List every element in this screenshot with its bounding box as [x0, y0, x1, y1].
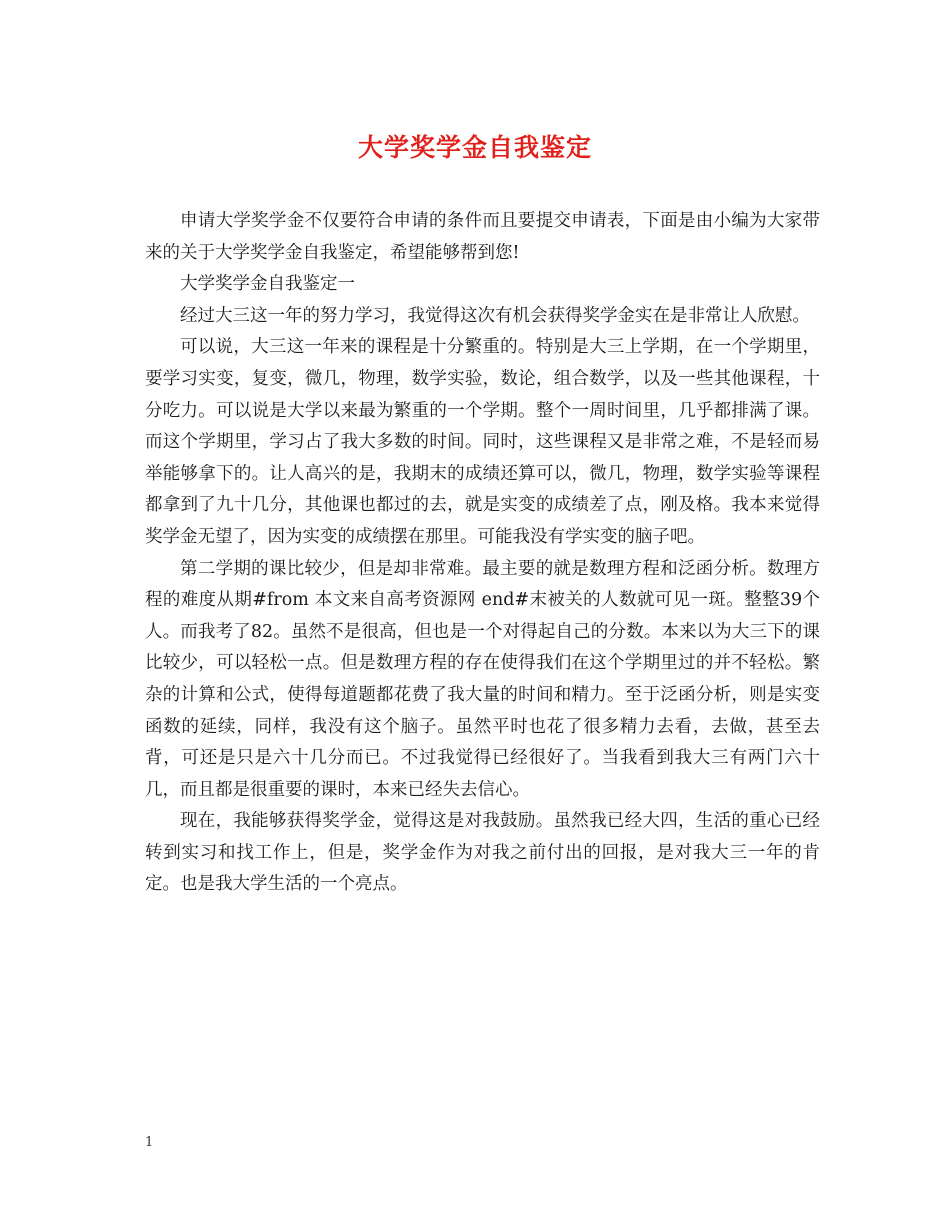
- body-paragraph-3: 第二学期的课比较少，但是却非常难。最主要的就是数理方程和泛函分析。数理方程的难度从期#from 本文来自高考资源网 end#末被关的人数就可见一斑。整整39个人。而我考了82。虽然不是很高，但也是一个对得起自己的分数。本来以为大三下的课比较少，可以轻松一点。但是数理方程的存在使得我们在这个学期里过的并不轻松。繁杂的计算和公式，使得每道题都花费了我大量的时间和精力。至于泛函分析，则是实变函数的延续，同样，我没有这个脑子。虽然平时也花了很多精力去看，去做，甚至去背，可还是只是六十几分而已。不过我觉得已经很好了。当我看到我大三有两门六十几，而且都是很重要的课时，本来已经失去信心。: [145, 558, 820, 800]
- body-paragraph-2: 可以说，大三这一年来的课程是十分繁重的。特别是大三上学期，在一个学期里，要学习实变，复变，微几，物理，数学实验，数论，组合数学，以及一些其他课程，十分吃力。可以说是大学以来最为繁重的一个学期。整个一周时间里，几乎都排满了课。而这个学期里，学习占了我大多数的时间。同时，这些课程又是非常之难，不是轻而易举能够拿下的。让人高兴的是，我期末的成绩还算可以，微几，物理，数学实验等课程都拿到了九十几分，其他课也都过的去，就是实变的成绩差了点，刚及格。我本来觉得奖学金无望了，因为实变的成绩摆在那里。可能我没有学实变的脑子吧。: [145, 337, 820, 547]
- page-title: 大学奖学金自我鉴定: [357, 133, 592, 162]
- body-paragraph-4: 现在，我能够获得奖学金，觉得这是对我鼓励。虽然我已经大四，生活的重心已经转到实习和找工作上，但是，奖学金作为对我之前付出的回报，是对我大三一年的肯定。也是我大学生活的一个亮点。: [145, 811, 820, 895]
- page-number: 1: [145, 1135, 154, 1150]
- document-body: [145, 206, 820, 901]
- intro-paragraph: 申请大学奖学金不仅要符合申请的条件而且要提交申请表，下面是由小编为大家带来的关于大学奖学金自我鉴定，希望能够帮到您!: [145, 211, 820, 263]
- body-paragraph-1: 经过大三这一年的努力学习，我觉得这次有机会获得奖学金实在是非常让人欣慰。: [180, 305, 810, 326]
- section-heading: 大学奖学金自我鉴定一: [180, 274, 355, 295]
